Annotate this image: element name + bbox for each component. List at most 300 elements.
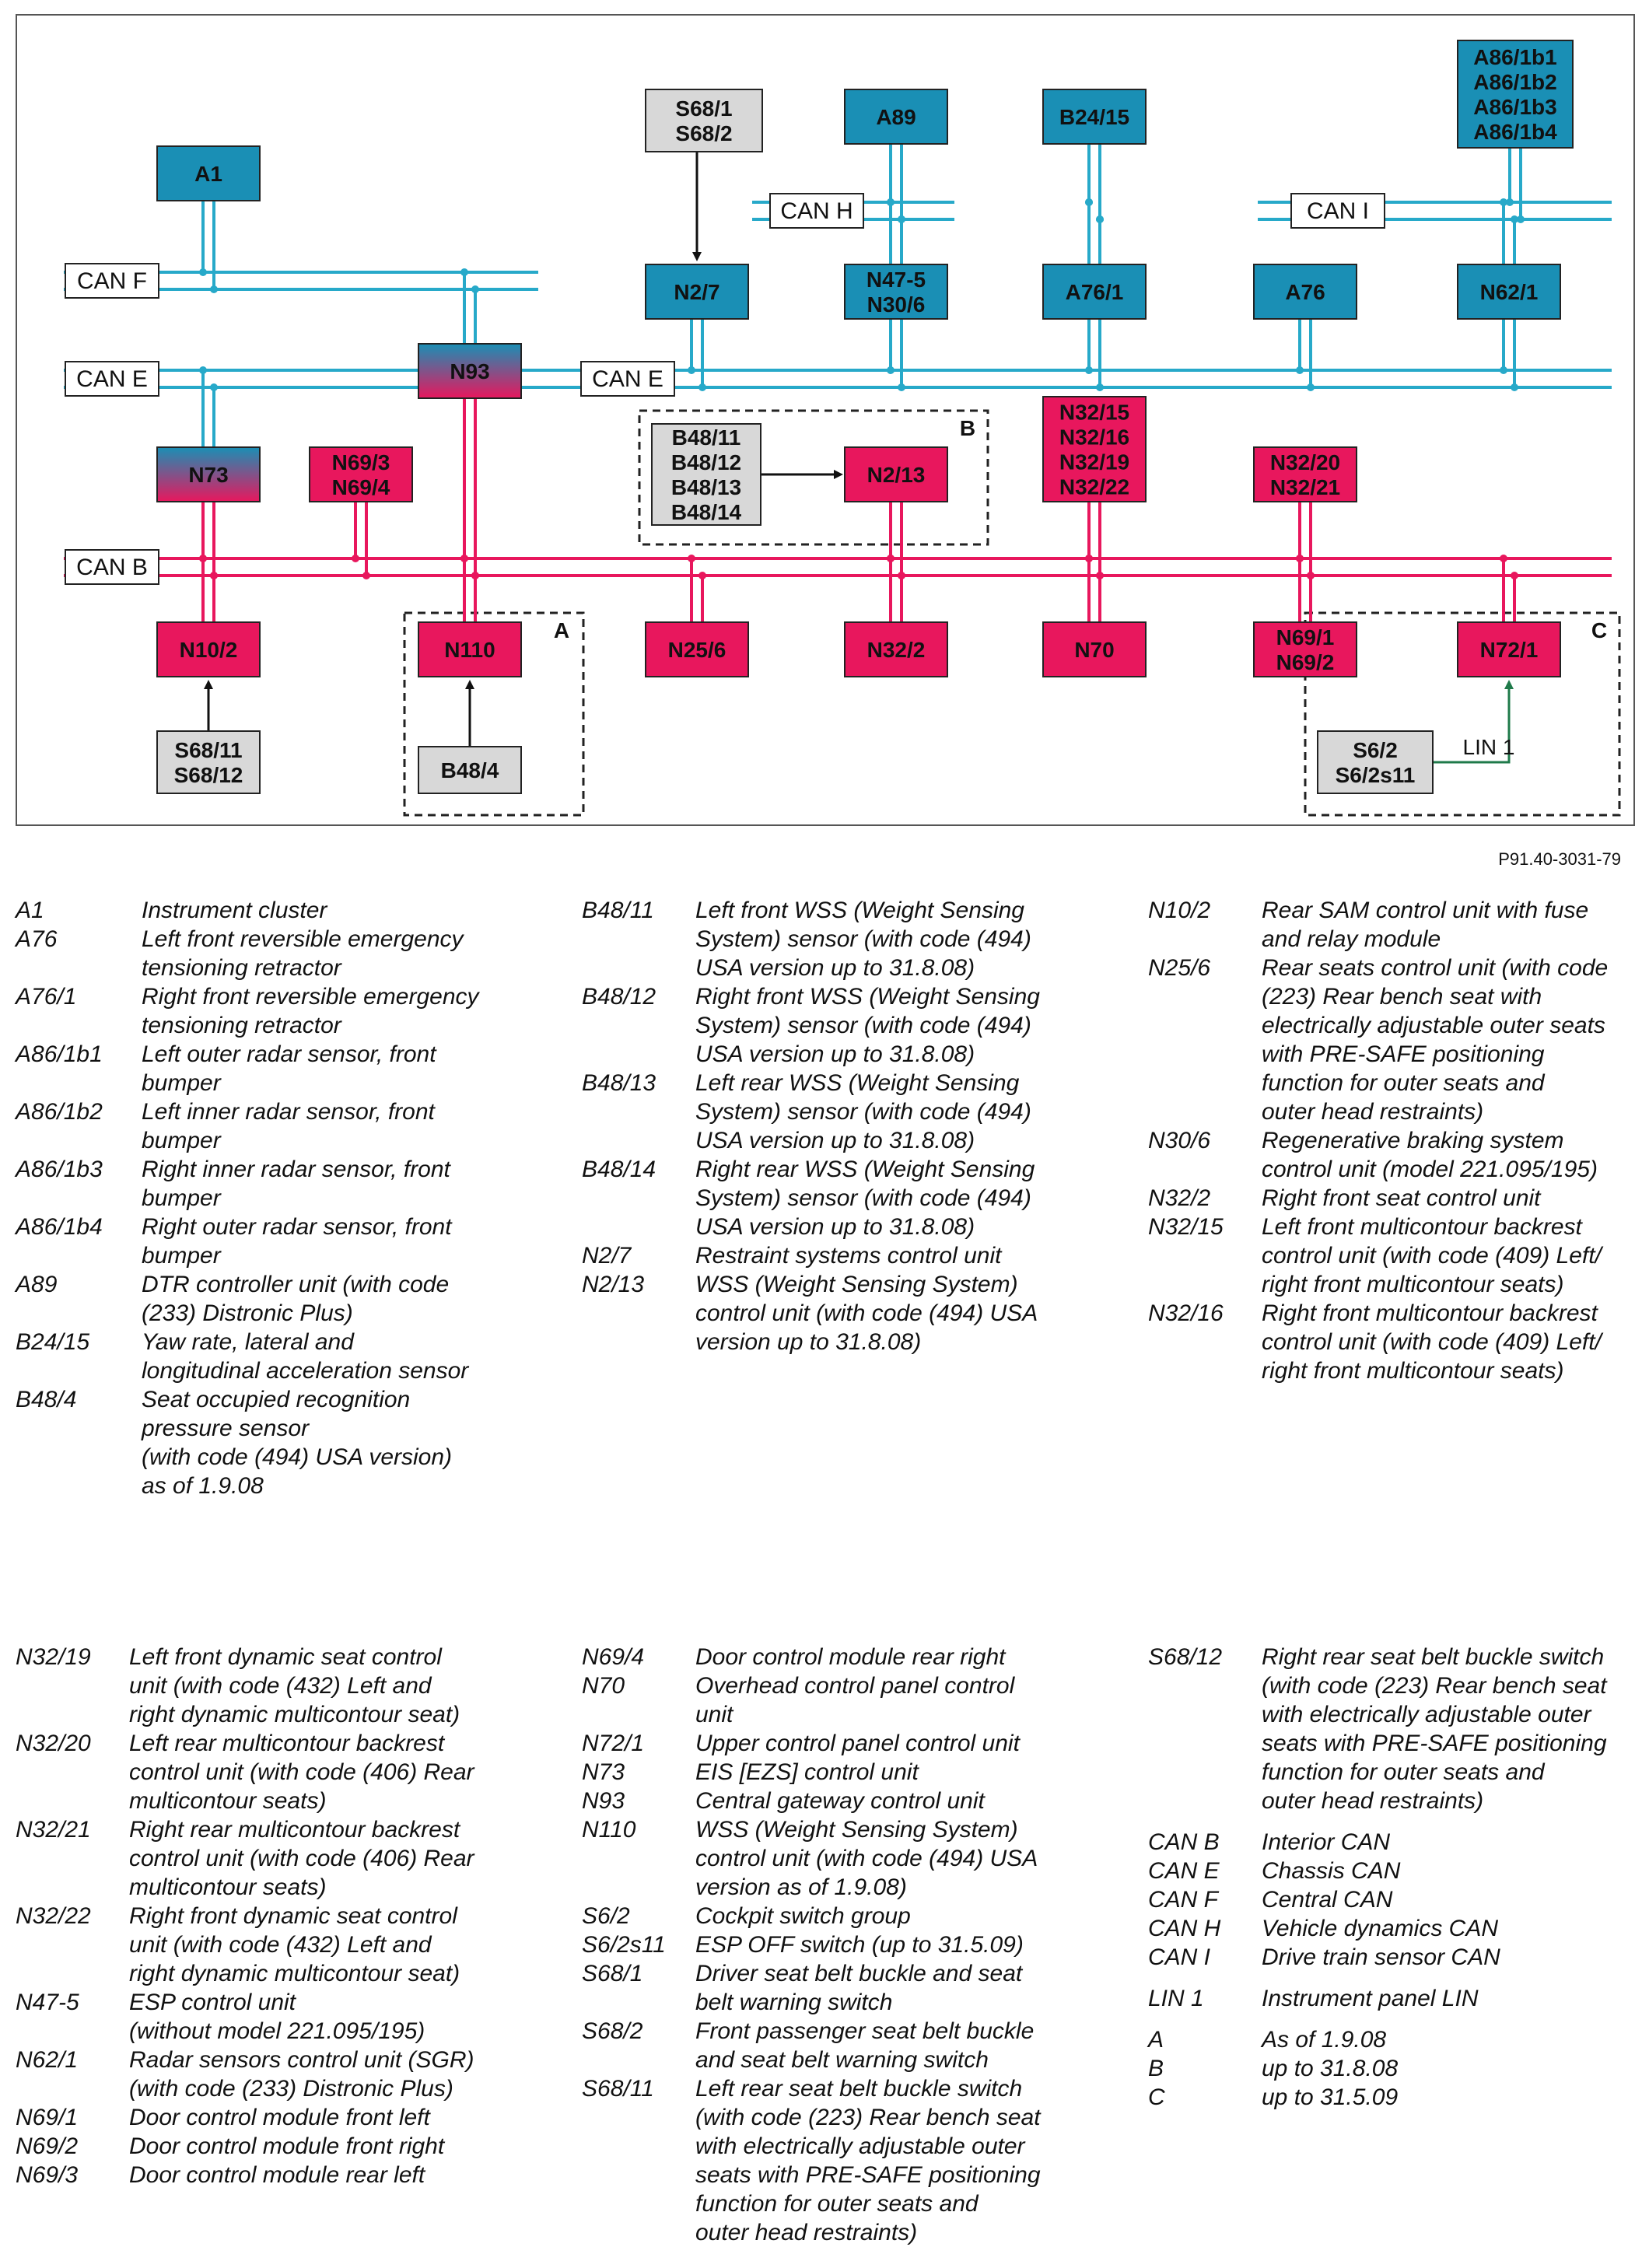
legend-description: [695, 1815, 1100, 1902]
module-label: B48/14: [670, 500, 742, 524]
legend-description-line: seats with PRE-SAFE positioning: [1262, 1731, 1607, 1756]
legend-code: A1: [16, 898, 44, 923]
bus-junction-dot: [698, 383, 706, 391]
group-b-label: B: [959, 416, 976, 440]
legend-item: [1148, 1984, 1649, 2013]
legend-description: [1262, 1943, 1649, 1972]
legend-code: N70: [582, 1673, 625, 1699]
legend-item: [1148, 1643, 1649, 1815]
legend-item: [16, 982, 546, 1040]
legend-description-line: Regenerative braking system: [1262, 1128, 1564, 1153]
legend-code: [1148, 1815, 1262, 1828]
module-label: B48/12: [670, 450, 742, 474]
legend-item: [582, 896, 1100, 982]
legend-code: C: [1148, 2084, 1165, 2110]
legend-item: [16, 1270, 546, 1328]
legend-description: [695, 1069, 1100, 1155]
legend-description: [1262, 1213, 1649, 1299]
can-b-label: CAN B: [76, 555, 148, 580]
legend-column: [582, 896, 1100, 1356]
module-label: N73: [188, 463, 229, 487]
legend-item: [582, 1270, 1100, 1356]
legend-description-line: as of 1.9.08: [142, 1473, 264, 1499]
legend-item: [16, 1988, 534, 2046]
legend-code: N32/21: [16, 1817, 91, 1843]
legend-description-line: USA version up to 31.8.08): [695, 1041, 975, 1067]
module-label: N32/22: [1059, 474, 1130, 499]
legend-code: CAN E: [1148, 1858, 1220, 1884]
legend-item: [16, 2161, 534, 2189]
legend-description-line: right front multicontour seats): [1262, 1272, 1564, 1297]
bus-junction-dot: [1085, 555, 1093, 562]
legend-code: N69/1: [16, 2105, 79, 2130]
legend-description-line: control unit (with code (494) USA: [695, 1300, 1038, 1326]
legend-description: [142, 896, 546, 925]
legend-item: [582, 1729, 1100, 1758]
legend-item: [1148, 1184, 1649, 1213]
legend-description-line: outer head restraints): [1262, 1788, 1484, 1814]
legend-description-line: Left front WSS (Weight Sensing: [695, 898, 1024, 923]
legend-item: [1148, 1914, 1649, 1943]
legend-item: [1148, 1213, 1649, 1299]
legend-item: [1148, 2013, 1649, 2025]
legend-item: [582, 982, 1100, 1069]
legend-description: [142, 1213, 546, 1270]
can-f-label: CAN F: [77, 268, 147, 294]
legend-description: [695, 1729, 1100, 1758]
module-label: N72/1: [1479, 638, 1539, 662]
module-label: A76: [1285, 280, 1325, 304]
legend-description-line: bumper: [142, 1070, 221, 1096]
legend-description-line: function for outer seats and: [1262, 1759, 1545, 1785]
legend-description: [1262, 1972, 1649, 1984]
module-label: S68/1: [675, 96, 733, 121]
legend-description-line: control unit (with code (494) USA: [695, 1846, 1038, 1871]
legend-item: [1148, 2083, 1649, 2112]
bus-junction-dot: [1500, 198, 1507, 206]
legend-description-line: Right outer radar sensor, front: [142, 1214, 452, 1240]
legend-code: A89: [16, 1272, 58, 1297]
legend-description-line: up to 31.5.09: [1262, 2084, 1399, 2110]
legend-description: [1262, 1984, 1649, 2013]
legend-description-line: (with code (223) Rear bench seat: [695, 2105, 1041, 2130]
legend-description-line: seats with PRE-SAFE positioning: [695, 2162, 1041, 2188]
module-label: N32/21: [1269, 475, 1341, 499]
bus-junction-dot: [1096, 215, 1104, 223]
legend-description-line: Right front reversible emergency: [142, 984, 479, 1010]
legend-item: [582, 2017, 1100, 2074]
bus-junction-dot: [898, 572, 905, 579]
bus-junction-dot: [460, 555, 468, 562]
module-label: A89: [876, 105, 916, 129]
legend-description-line: tensioning retractor: [142, 1013, 341, 1038]
legend-description-line: up to 31.8.08: [1262, 2056, 1399, 2081]
legend-item: [582, 1155, 1100, 1241]
module-label: N32/19: [1059, 450, 1130, 474]
legend-description: [1262, 1643, 1649, 1815]
bus-junction-dot: [199, 366, 207, 374]
legend-description-line: function for outer seats and: [695, 2191, 979, 2217]
legend-item: [582, 2074, 1100, 2247]
legend-description-line: WSS (Weight Sensing System): [695, 1272, 1018, 1297]
legend-description-line: Left front multicontour backrest: [1262, 1214, 1582, 1240]
bus-junction-dot: [352, 555, 359, 562]
legend-code: CAN I: [1148, 1944, 1211, 1970]
legend-description: [695, 1758, 1100, 1787]
legend-description-line: ESP control unit: [129, 1990, 296, 2015]
legend-code: A86/1b3: [16, 1157, 103, 1182]
legend-description-line: control unit (model 221.095/195): [1262, 1157, 1598, 1182]
bus-junction-dot: [1096, 572, 1104, 579]
legend-code: N32/2: [1148, 1185, 1211, 1211]
legend-description-line: (with code (223) Rear bench seat: [1262, 1673, 1607, 1699]
legend-description-line: Yaw rate, lateral and: [142, 1329, 354, 1355]
legend-code: A86/1b2: [16, 1099, 103, 1125]
legend-description: [1262, 2025, 1649, 2054]
bus-junction-dot: [1511, 215, 1518, 223]
bus-junction-dot: [1511, 383, 1518, 391]
module-label: B24/15: [1059, 105, 1130, 129]
legend-description-line: with electrically adjustable outer: [695, 2133, 1025, 2159]
legend-item: [16, 1902, 534, 1988]
legend-item: [16, 925, 546, 982]
legend-description: [129, 1902, 534, 1988]
legend-description: [1262, 1885, 1649, 1914]
legend-item: [16, 1155, 546, 1213]
bus-junction-dot: [1296, 555, 1304, 562]
legend-item: [16, 1213, 546, 1270]
legend-code: S68/2: [582, 2018, 643, 2044]
lin1-label: LIN 1: [1462, 735, 1515, 759]
legend-description-line: As of 1.9.08: [1262, 2027, 1387, 2053]
legend-code: N47-5: [16, 1990, 79, 2015]
legend-description: [695, 2017, 1100, 2074]
bus-junction-dot: [1085, 366, 1093, 374]
bus-junction-dot: [1511, 572, 1518, 579]
legend-description-line: USA version up to 31.8.08): [695, 1128, 975, 1153]
legend-description: [695, 1902, 1100, 1930]
legend-item: [1148, 1972, 1649, 1984]
module-label: A76/1: [1065, 280, 1124, 304]
bus-junction-dot: [1307, 383, 1315, 391]
legend-code: N32/19: [16, 1644, 91, 1670]
legend-description-line: and relay module: [1262, 926, 1441, 952]
legend-column: [1148, 1643, 1649, 2112]
bus-junction-dot: [471, 285, 479, 293]
legend-item: [16, 2103, 534, 2132]
legend-description: [142, 1270, 546, 1328]
legend-item: [1148, 1126, 1649, 1184]
legend-description: [695, 1930, 1100, 1959]
legend-description-line: System) sensor (with code (494): [695, 926, 1031, 952]
legend-item: [1148, 1943, 1649, 1972]
bus-junction-dot: [698, 572, 706, 579]
legend-code: A76: [16, 926, 58, 952]
legend-item: [16, 896, 546, 925]
module-label: N2/7: [674, 280, 720, 304]
bus-junction-dot: [1096, 383, 1104, 391]
legend-column: [582, 1643, 1100, 2247]
legend-code: A86/1b4: [16, 1214, 103, 1240]
legend-description-line: electrically adjustable outer seats: [1262, 1013, 1605, 1038]
legend-description-line: Right rear seat belt buckle switch: [1262, 1644, 1605, 1670]
legend-description-line: Door control module front left: [129, 2105, 430, 2130]
legend-description: [1262, 2054, 1649, 2083]
legend-code: S68/12: [1148, 1644, 1223, 1670]
legend-description-line: Right rear multicontour backrest: [129, 1817, 460, 1843]
legend-description-line: outer head restraints): [1262, 1099, 1484, 1125]
legend-description-line: pressure sensor: [142, 1416, 310, 1441]
legend-item: [582, 1241, 1100, 1270]
legend-description: [129, 2103, 534, 2132]
legend-description-line: Right rear WSS (Weight Sensing: [695, 1157, 1035, 1182]
legend-description-line: Instrument panel LIN: [1262, 1986, 1479, 2011]
legend-description-line: Seat occupied recognition: [142, 1387, 411, 1412]
legend-code: A86/1b1: [16, 1041, 103, 1067]
module-label: B48/13: [670, 475, 742, 499]
legend-description-line: bumper: [142, 1185, 221, 1211]
legend-code: N62/1: [16, 2047, 79, 2073]
module-label: S68/11: [174, 738, 243, 762]
legend-description: [1262, 1828, 1649, 1857]
legend-code: B24/15: [16, 1329, 90, 1355]
module-label: N30/6: [867, 292, 926, 317]
legend-item: [582, 1643, 1100, 1671]
legend-description-line: Right front dynamic seat control: [129, 1903, 457, 1929]
legend-description: [1262, 1815, 1649, 1828]
legend-description-line: function for outer seats and: [1262, 1070, 1545, 1096]
legend-item: [16, 1643, 534, 1729]
legend-item: [582, 1959, 1100, 2017]
group-a-label: A: [553, 618, 570, 642]
legend-description-line: Door control module front right: [129, 2133, 445, 2159]
legend-description-line: Left inner radar sensor, front: [142, 1099, 435, 1125]
legend-item: [16, 1729, 534, 1815]
module-label: N69/4: [331, 475, 390, 499]
legend-item: [1148, 896, 1649, 954]
bus-junction-dot: [1307, 572, 1315, 579]
legend-code: CAN B: [1148, 1829, 1220, 1855]
legend-description-line: right dynamic multicontour seat): [129, 1702, 460, 1727]
legend-description-line: control unit (with code (406) Rear: [129, 1846, 474, 1871]
bus-junction-dot: [887, 198, 895, 206]
legend-description-line: System) sensor (with code (494): [695, 1099, 1031, 1125]
legend-description-line: Left outer radar sensor, front: [142, 1041, 436, 1067]
legend-description-line: multicontour seats): [129, 1788, 327, 1814]
legend-description-line: Vehicle dynamics CAN: [1262, 1916, 1498, 1941]
legend-code: N32/22: [16, 1903, 91, 1929]
legend-code: N10/2: [1148, 898, 1211, 923]
legend-description-line: multicontour seats): [129, 1874, 327, 1900]
module-label: N25/6: [667, 638, 726, 662]
module-label: N69/2: [1276, 650, 1335, 674]
legend-description-line: control unit (with code (409) Left/: [1262, 1243, 1602, 1269]
legend-code: S6/2: [582, 1903, 630, 1929]
legend-code: N32/16: [1148, 1300, 1224, 1326]
legend-description: [1262, 2013, 1649, 2025]
legend-description: [695, 1155, 1100, 1241]
legend-description-line: (with code (494) USA version): [142, 1444, 453, 1470]
module-label: N93: [450, 359, 490, 383]
bus-junction-dot: [199, 268, 207, 276]
legend-description: [129, 2046, 534, 2103]
legend-description-line: control unit (with code (409) Left/: [1262, 1329, 1602, 1355]
legend-item: [582, 1787, 1100, 1815]
legend-description-line: unit: [695, 1702, 733, 1727]
legend-description-line: Drive train sensor CAN: [1262, 1944, 1500, 1970]
legend-description-line: (without model 221.095/195): [129, 2018, 425, 2044]
legend-description-line: Rear SAM control unit with fuse: [1262, 898, 1589, 923]
bus-junction-dot: [688, 555, 695, 562]
legend-code: N69/4: [582, 1644, 645, 1670]
legend-description-line: System) sensor (with code (494): [695, 1185, 1031, 1211]
legend-description: [129, 1988, 534, 2046]
legend-code: S68/1: [582, 1961, 643, 1986]
legend-description-line: Right front multicontour backrest: [1262, 1300, 1598, 1326]
legend-column: [16, 896, 546, 1500]
bus-junction-dot: [688, 366, 695, 374]
bus-junction-dot: [210, 383, 218, 391]
bus-junction-dot: [887, 555, 895, 562]
legend-code: B48/12: [582, 984, 656, 1010]
legend-description-line: Interior CAN: [1262, 1829, 1391, 1855]
legend-description-line: with electrically adjustable outer: [1262, 1702, 1591, 1727]
legend-item: [16, 1328, 546, 1385]
module-label: S68/2: [675, 121, 733, 145]
legend-description: [142, 925, 546, 982]
bus-junction-dot: [887, 366, 895, 374]
legend-code: B48/13: [582, 1070, 656, 1096]
bus-junction-dot: [471, 572, 479, 579]
legend-description: [142, 1097, 546, 1155]
legend-item: [1148, 2054, 1649, 2083]
module-label: S6/2s11: [1335, 763, 1416, 787]
legend-code: CAN F: [1148, 1887, 1218, 1913]
legend-description-line: Restraint systems control unit: [695, 1243, 1002, 1269]
legend-description: [695, 1270, 1100, 1356]
legend-item: [16, 1385, 546, 1500]
legend-code: N110: [582, 1817, 636, 1843]
legend-description: [1262, 954, 1649, 1126]
module-label: S68/12: [173, 763, 243, 787]
legend-code: N32/15: [1148, 1214, 1224, 1240]
legend-code: N32/20: [16, 1731, 91, 1756]
legend-description: [129, 1643, 534, 1729]
legend-code: N93: [582, 1788, 625, 1814]
legend-description: [142, 982, 546, 1040]
module-label: A86/1b3: [1473, 95, 1557, 119]
legend-description-line: (233) Distronic Plus): [142, 1300, 353, 1326]
legend-item: [1148, 1815, 1649, 1828]
legend-description-line: USA version up to 31.8.08): [695, 1214, 975, 1240]
module-label: A1: [194, 162, 222, 186]
legend-code: A: [1148, 2027, 1164, 2053]
legend-description-line: tensioning retractor: [142, 955, 341, 981]
legend-code: S6/2s11: [582, 1932, 666, 1958]
legend-description-line: right dynamic multicontour seat): [129, 1961, 460, 1986]
figure-reference: P91.40-3031-79: [1498, 849, 1621, 869]
legend-description: [1262, 2083, 1649, 2112]
legend-description-line: Instrument cluster: [142, 898, 327, 923]
legend-code: A76/1: [16, 984, 77, 1010]
legend-item: [582, 1815, 1100, 1902]
legend-description-line: Central CAN: [1262, 1887, 1393, 1913]
module-label: A86/1b2: [1473, 70, 1557, 94]
can-e-right-label: CAN E: [592, 366, 663, 392]
legend-code: N72/1: [582, 1731, 645, 1756]
legend-description-line: Door control module rear left: [129, 2162, 425, 2188]
bus-junction-dot: [1500, 555, 1507, 562]
legend-item: [582, 1902, 1100, 1930]
legend-description: [129, 1729, 534, 1815]
legend-description-line: longitudinal acceleration sensor: [142, 1358, 469, 1384]
legend-description-line: Left front reversible emergency: [142, 926, 464, 952]
module-label: N32/15: [1059, 400, 1130, 425]
bus-junction-dot: [898, 215, 905, 223]
legend-column: [1148, 896, 1649, 1385]
legend-item: [1148, 954, 1649, 1126]
bus-junction-dot: [210, 572, 218, 579]
legend-description: [1262, 1914, 1649, 1943]
legend-description: [142, 1040, 546, 1097]
module-label: A86/1b4: [1473, 120, 1557, 144]
legend-item: [1148, 1885, 1649, 1914]
legend-description-line: USA version up to 31.8.08): [695, 955, 975, 981]
legend-description: [695, 2074, 1100, 2247]
legend-code: [1148, 1972, 1262, 1984]
legend-description-line: Central gateway control unit: [695, 1788, 985, 1814]
network-diagram: [17, 16, 1637, 828]
bus-junction-dot: [898, 383, 905, 391]
legend-item: [582, 1069, 1100, 1155]
legend-item: [16, 2132, 534, 2161]
bus-junction-dot: [460, 268, 468, 276]
legend-description-line: bumper: [142, 1128, 221, 1153]
module-label: B48/11: [671, 425, 741, 450]
module-label: B48/4: [440, 758, 499, 782]
legend-code: N2/7: [582, 1243, 632, 1269]
legend-description-line: Door control module rear right: [695, 1644, 1006, 1670]
legend-description-line: unit (with code (432) Left and: [129, 1673, 432, 1699]
bus-junction-dot: [1085, 198, 1093, 206]
module-label: N47-5: [866, 268, 926, 292]
legend-item: [582, 1758, 1100, 1787]
bus-junction-dot: [199, 555, 207, 562]
legend-code: B48/11: [582, 898, 654, 923]
legend-description-line: version as of 1.9.08): [695, 1874, 907, 1900]
legend-code: N69/3: [16, 2162, 79, 2188]
legend-code: N69/2: [16, 2133, 79, 2159]
legend-description-line: EIS [EZS] control unit: [695, 1759, 919, 1785]
legend-item: [16, 1040, 546, 1097]
legend-description-line: Chassis CAN: [1262, 1858, 1401, 1884]
legend-item: [1148, 1857, 1649, 1885]
legend-description-line: DTR controller unit (with code: [142, 1272, 450, 1297]
module-label: N2/13: [867, 463, 926, 487]
legend-code: LIN 1: [1148, 1986, 1204, 2011]
legend-item: [1148, 2025, 1649, 2054]
legend-description-line: bumper: [142, 1243, 221, 1269]
legend-description-line: Rear seats control unit (with code: [1262, 955, 1609, 981]
legend-item: [1148, 1299, 1649, 1385]
legend-description: [142, 1155, 546, 1213]
legend-description-line: Right inner radar sensor, front: [142, 1157, 450, 1182]
legend-description: [1262, 1857, 1649, 1885]
legend-code: N2/13: [582, 1272, 645, 1297]
module-label: N32/16: [1059, 425, 1130, 450]
legend-description-line: Right front seat control unit: [1262, 1185, 1541, 1211]
legend-description: [1262, 1299, 1649, 1385]
